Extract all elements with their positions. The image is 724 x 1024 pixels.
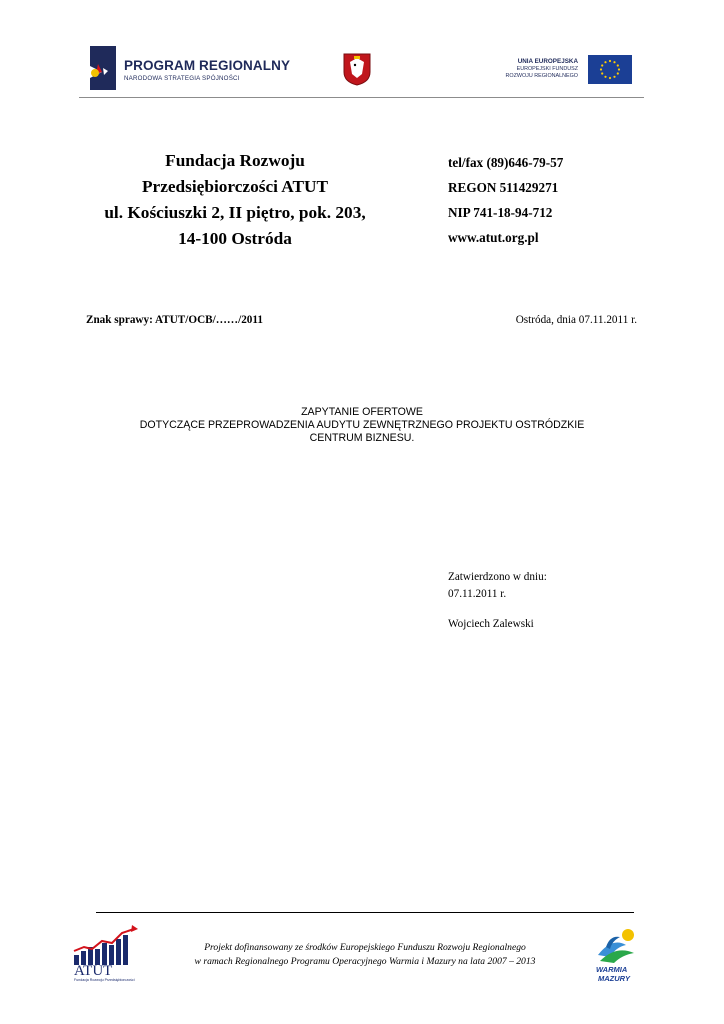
- contact-nip: NIP 741-18-94-712: [448, 205, 553, 220]
- program-flag-icon: [86, 44, 118, 92]
- document-subject: [90, 406, 634, 445]
- atut-logo-text: ATUT: [74, 963, 113, 979]
- eu-line-regional: ROZWOJU REGIONALNEGO: [505, 73, 578, 79]
- place-and-date: Ostróda, dnia 07.11.2011 r.: [515, 314, 637, 326]
- contact-block: [448, 150, 563, 250]
- program-title: PROGRAM REGIONALNY: [124, 58, 291, 73]
- program-regionalny-logo: [86, 44, 291, 94]
- region-logo-line2: MAZURY: [598, 974, 630, 983]
- atut-logo-caption: Fundacja Rozwoju Przedsiębiorczości: [74, 978, 135, 982]
- header-divider: [79, 97, 644, 98]
- warmia-mazury-logo-icon: [592, 925, 648, 983]
- approval-label: Zatwierdzono w dniu:: [448, 571, 547, 583]
- contact-phone: tel/fax (89)646-79-57: [448, 155, 564, 170]
- approval-block: [448, 569, 547, 603]
- eu-line-fund: EUROPEJSKI FUNDUSZ: [516, 66, 578, 72]
- contact-website: www.atut.org.pl: [448, 230, 539, 245]
- subject-line1: ZAPYTANIE OFERTOWE: [301, 406, 423, 418]
- subject-line3: CENTRUM BIZNESU.: [309, 432, 415, 444]
- subject-line2: DOTYCZĄCE PRZEPROWADZENIA AUDYTU ZEWNĘTRZNEGO PROJEKTU OSTRÓDZKIE: [139, 419, 585, 431]
- eu-flag-icon: [588, 55, 632, 84]
- footer-divider: [96, 912, 634, 913]
- org-address-line1: ul. Kościuszki 2, II piętro, pok. 203,: [104, 203, 366, 222]
- approval-date: 07.11.2011 r.: [448, 588, 507, 600]
- eu-line-union: UNIA EUROPEJSKA: [517, 58, 578, 65]
- org-name-line2: Przedsiębiorczości ATUT: [141, 177, 329, 196]
- funding-statement: [160, 941, 570, 969]
- warmia-mazury-crest-icon: [342, 52, 372, 86]
- org-address-line2: 14-100 Ostróda: [178, 229, 292, 248]
- approver-name: Wojciech Zalewski: [448, 618, 534, 630]
- region-logo-line1: WARMIA: [596, 965, 628, 974]
- organization-block: [80, 148, 390, 252]
- eu-fund-caption: [506, 58, 578, 80]
- case-number: Znak sprawy: ATUT/OCB/……/2011: [86, 314, 263, 326]
- atut-logo-icon: [72, 925, 144, 982]
- program-subtitle: NARODOWA STRATEGIA SPÓJNOŚCI: [124, 75, 240, 82]
- eu-fund-logo: [496, 54, 636, 84]
- contact-regon: REGON 511429271: [448, 180, 559, 195]
- org-name-line1: Fundacja Rozwoju: [165, 151, 305, 170]
- funding-line2: w ramach Regionalnego Programu Operacyjnego Warmia i Mazury na lata 2007 – 2013: [194, 956, 536, 967]
- funding-line1: Projekt dofinansowany ze środków Europejskiego Funduszu Rozwoju Regionalnego: [204, 942, 526, 953]
